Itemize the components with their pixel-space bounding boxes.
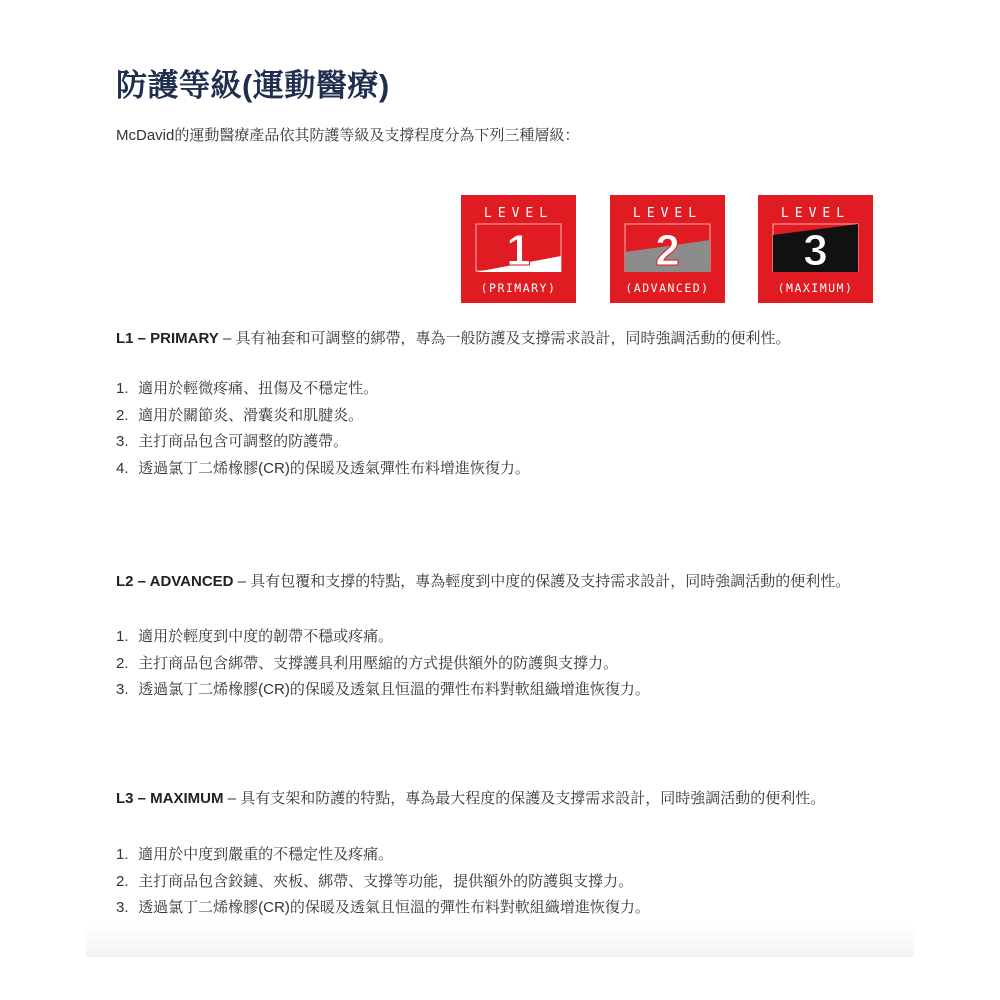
- list-text: 主打商品包含鉸鏈、夾板、綁帶、支撐等功能，提供額外的防護與支撐力。: [138, 872, 634, 890]
- section-l1-level: L1 – PRIMARY: [116, 330, 219, 347]
- list-item: [116, 651, 976, 678]
- list-item: [116, 842, 976, 869]
- section-l1-description: – 具有袖套和可調整的綁帶，專為一般防護及支撐需求設計，同時強調活動的便利性。: [218, 330, 791, 347]
- level-2-badge: [610, 195, 725, 303]
- list-text: 適用於中度到嚴重的不穩定性及疼痛。: [138, 846, 394, 863]
- list-item: [116, 869, 976, 896]
- list-number: 3.: [116, 433, 129, 450]
- list-text: 適用於輕微疼痛、扭傷及不穩定性。: [138, 380, 379, 397]
- list-item: [116, 456, 976, 483]
- list-text: 透過氯丁二烯橡膠(CR)的保暖及透氣且恒溫的彈性布料對軟組織增進恢復力。: [138, 899, 650, 916]
- list-text: 透過氯丁二烯橡膠(CR)的保暖及透氣且恒溫的彈性布料對軟組織增進恢復力。: [138, 681, 650, 698]
- level-2-badge-graphic: [610, 195, 725, 303]
- list-item: [116, 376, 976, 403]
- intro-text: McDavid的運動醫療產品依其防護等級及支撐程度分為下列三種層級：: [116, 127, 580, 144]
- level-badges: [0, 195, 1000, 305]
- level-1-badge: [461, 195, 576, 303]
- list-number: 1.: [116, 628, 129, 645]
- section-l2-heading: [116, 570, 976, 591]
- list-number: 1.: [116, 846, 129, 863]
- level-1-bottom-label: (PRIMARY): [480, 281, 557, 295]
- section-l3-list: [116, 842, 976, 922]
- list-number: 4.: [116, 459, 129, 477]
- level-3-number: 3: [803, 226, 828, 275]
- level-2-bottom-label: (ADVANCED): [625, 281, 710, 295]
- list-number: 3.: [116, 681, 129, 698]
- section-l2-description: – 具有包覆和支撐的特點，專為輕度到中度的保護及支持需求設計，同時強調活動的便利性。: [233, 573, 851, 590]
- list-item: [116, 624, 976, 651]
- level-3-top-label: LEVEL: [780, 206, 851, 221]
- section-l2-level: L2 – ADVANCED: [116, 573, 234, 590]
- list-number: 1.: [116, 380, 129, 397]
- section-l3-heading: [116, 787, 976, 808]
- level-2-number: 2: [655, 226, 680, 275]
- list-number: 2.: [116, 872, 129, 890]
- level-3-badge-graphic: [758, 195, 873, 303]
- section-l2-list: [116, 624, 976, 704]
- level-2-top-label: LEVEL: [632, 206, 703, 221]
- list-number: 3.: [116, 899, 129, 916]
- section-l2: [116, 570, 976, 704]
- section-l1-heading: [116, 327, 976, 348]
- list-text: 主打商品包含可調整的防護帶。: [138, 433, 349, 450]
- level-1-badge-graphic: [461, 195, 576, 303]
- section-l1-list: [116, 376, 976, 482]
- level-3-badge: [758, 195, 873, 303]
- list-number: 2.: [116, 654, 129, 672]
- list-text: 透過氯丁二烯橡膠(CR)的保暖及透氣彈性布料增進恢復力。: [138, 459, 530, 477]
- list-item: [116, 429, 976, 456]
- level-1-number: 1: [506, 226, 531, 275]
- list-item: [116, 677, 976, 704]
- section-l3-description: – 具有支架和防護的特點，專為最大程度的保護及支撐需求設計，同時強調活動的便利性。: [223, 790, 826, 807]
- page-title: 防護等級(運動醫療): [116, 68, 390, 103]
- list-text: 適用於關節炎、滑囊炎和肌腱炎。: [138, 406, 364, 424]
- footer-fade: [86, 925, 914, 957]
- level-1-top-label: LEVEL: [483, 206, 554, 221]
- list-text: 主打商品包含綁帶、支撐護具利用壓縮的方式提供額外的防護與支撐力。: [138, 654, 619, 672]
- section-l3: [116, 787, 976, 922]
- list-item: [116, 895, 976, 922]
- section-l1: [116, 327, 976, 482]
- list-text: 適用於輕度到中度的韌帶不穩或疼痛。: [138, 628, 394, 645]
- list-item: [116, 403, 976, 430]
- list-number: 2.: [116, 406, 129, 424]
- level-3-bottom-label: (MAXIMUM): [777, 281, 854, 295]
- section-l3-level: L3 – MAXIMUM: [116, 790, 224, 807]
